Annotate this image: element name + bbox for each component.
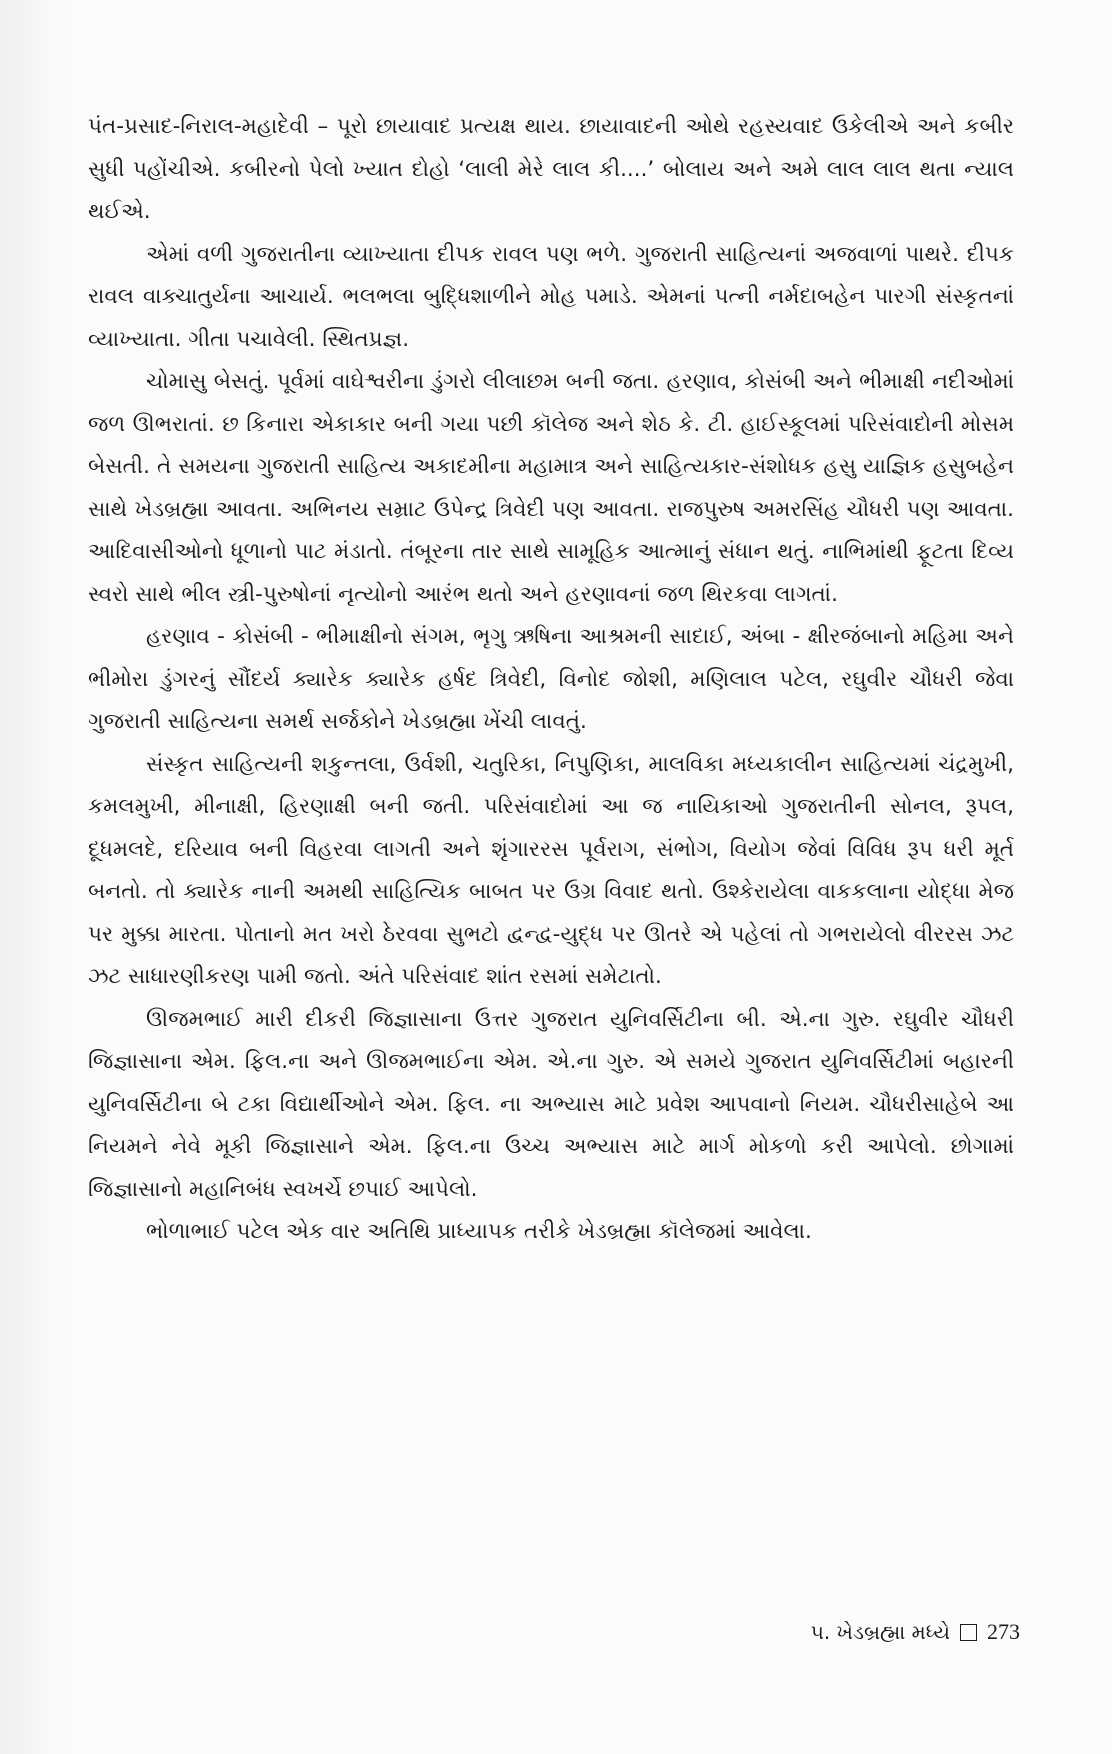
body-text: [88, 106, 1014, 1254]
paragraph-2: એમાં વળી ગુજરાતીના વ્યાખ્યાતા દીપક રાવલ પણ ભળે. ગુજરાતી સાહિત્યનાં અજવાળાં પાથરે. દીપક રાવલ વાક્ચાતુર્યના આચાર્ય. ભલભલા બુદ્ધિશાળીને મોહ પમાડે. એમનાં પત્ની નર્મદાબહેન પારગી સંસ્કૃતનાં વ્યાખ્યાતા. ગીતા પચાવેલી. સ્થિતપ્રજ્ઞ.: [88, 241, 1014, 352]
square-icon: [960, 1624, 977, 1641]
chapter-title: ૫. ખેડબ્રહ્મા મધ્યે: [810, 1620, 950, 1644]
page-footer: [811, 1619, 1020, 1645]
paragraph-6: ઊજમભાઈ મારી દીકરી જિજ્ઞાસાના ઉત્તર ગુજરાત યુનિવર્સિટીના બી. એ.ના ગુરુ. રઘુવીર ચૌધરી જિજ્ઞાસાના એમ. ફિલ.ના અને ઊજમભાઈના એમ. એ.ના ગુરુ. એ સમયે ગુજરાત યુનિવર્સિટીમાં બહારની યુનિવર્સિટીના બે ટકા વિદ્યાર્થીઓને એમ. ફિલ. ના અભ્યાસ માટે પ્રવેશ આપવાનો નિયમ. ચૌધરીસાહેબે આ નિયમને નેવે મૂકી જિજ્ઞાસાને એમ. ફિલ.ના ઉચ્ચ અભ્યાસ માટે માર્ગ મોકળો કરી આપેલો. છોગામાં જિજ્ઞાસાનો મહાનિબંધ સ્વખર્ચે છપાઈ આપેલો.: [88, 1006, 1014, 1202]
paragraph-4: હરણાવ - કોસંબી - ભીમાક્ષીનો સંગમ, ભૃગુ ઋષિના આશ્રમની સાદાઈ, અંબા - ક્ષીરજંબાનો મહિમા અને ભીમોરા ડુંગરનું સૌંદર્ય ક્યારેક ક્યારેક હર્ષદ ત્રિવેદી, વિનોદ જોશી, મણિલાલ પટેલ, રઘુવીર ચૌધરી જેવા ગુજરાતી સાહિત્યના સમર્થ સર્જકોને ખેડબ્રહ્મા ખેંચી લાવતું.: [88, 624, 1014, 734]
page-number: 273: [987, 1619, 1020, 1644]
paragraph-3: ચોમાસુ બેસતું. પૂર્વમાં વાઘેશ્વરીના ડુંગરો લીલાછમ બની જતા. હરણાવ, કોસંબી અને ભીમાક્ષી નદીઓમાં જળ ઊભરાતાં. છ કિનારા એકાકાર બની ગયા પછી કૉલેજ અને શેઠ કે. ટી. હાઈસ્કૂલમાં પરિસંવાદોની મોસમ બેસતી. તે સમયના ગુજરાતી સાહિત્ય અકાદમીના મહામાત્ર અને સાહિત્યકાર-સંશોધક હસુ યાજ્ઞિક હસુબહેન સાથે ખેડબ્રહ્મા આવતા. અભિનય સમ્રાટ ઉપેન્દ્ર ત્રિવેદી પણ આવતા. રાજપુરુષ અમરસિંહ ચૌધરી પણ આવતા. આદિવાસીઓનો ધૂળાનો પાટ મંડાતો. તંબૂરના તાર સાથે સામૂહિક આત્માનું સંધાન થતું. નાભિમાંથી ફૂટતા દિવ્ય સ્વરો સાથે ભીલ સ્ત્રી-પુરુષોનાં નૃત્યોનો આરંભ થતો અને હરણાવનાં જળ થિરકવા લાગતાં.: [88, 369, 1014, 607]
paragraph-1: પંત-પ્રસાદ-નિરાલ-મહાદેવી – પૂરો છાયાવાદ પ્રત્યક્ષ થાય. છાયાવાદની ઓથે રહસ્યવાદ ઉકેલીએ અને કબીર સુધી પહોંચીએ. કબીરનો પેલો ખ્યાત દોહો ‘લાલી મેરે લાલ કી....’ બોલાય અને અમે લાલ લાલ થતા ન્યાલ થઈએ.: [88, 114, 1014, 224]
paragraph-7: ભોળાભાઈ પટેલ એક વાર અતિથિ પ્રાધ્યાપક તરીકે ખેડબ્રહ્મા કૉલેજમાં આવેલા.: [146, 1219, 812, 1244]
paragraph-5: સંસ્કૃત સાહિત્યની શકુન્તલા, ઉર્વશી, ચતુરિકા, નિપુણિકા, માલવિકા મધ્યકાલીન સાહિત્યમાં ચંદ્રમુખી, કમલમુખી, મીનાક્ષી, હિરણાક્ષી બની જતી. પરિસંવાદોમાં આ જ નાયિકાઓ ગુજરાતીની સોનલ, રૂપલ, દૂધમલદે, દરિયાવ બની વિહરવા લાગતી અને શૃંગારરસ પૂર્વરાગ, સંભોગ, વિયોગ જેવાં વિવિધ રૂપ ધરી મૂર્ત બનતો. તો ક્યારેક નાની અમથી સાહિત્યિક બાબત પર ઉગ્ર વિવાદ થતો. ઉશ્કેરાયેલા વાકકલાના યોદ્ધા મેજ પર મુક્કા મારતા. પોતાનો મત ખરો ઠેરવવા સુભટો દ્વન્દ્વ-યુદ્ધ પર ઊતરે એ પહેલાં તો ગભરાયેલો વીરરસ ઝટ ઝટ સાધારણીકરણ પામી જતો. અંતે પરિસંવાદ શાંત રસમાં સમેટાતો.: [88, 751, 1014, 989]
